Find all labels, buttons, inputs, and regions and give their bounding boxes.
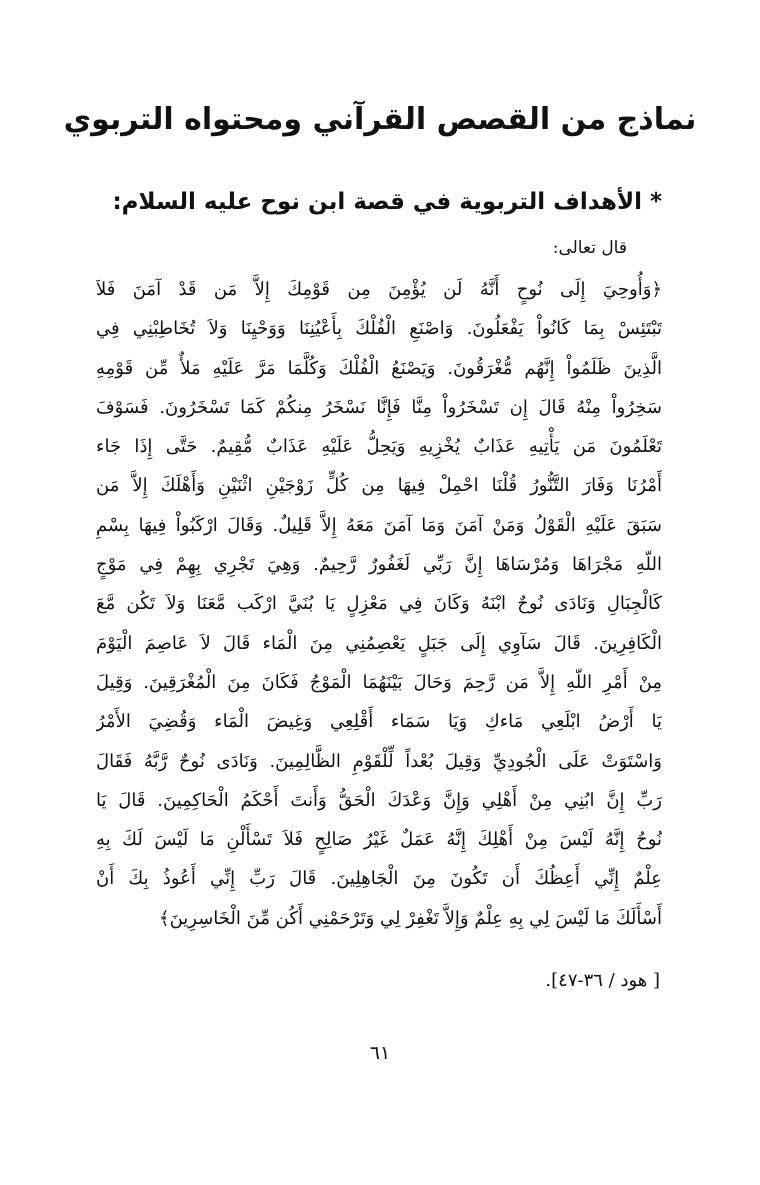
verse-line: سَخِرُواْ مِنْهُ قَالَ إِن تَسْخَرُواْ مِنَّا فَإِنَّا نَسْخَرُ مِنكُمْ كَمَا تَسْخَرُونَ. فَسَوْفَ <box>96 396 662 418</box>
surah-reference: [ هود / ٣٦-٤٧]. <box>545 970 660 991</box>
verse-line: رَبِّ إِنَّ ابُنِي مِنْ أَهْلِي وَإِنَّ وَعْدَكَ الْحَقُّ وَأَنتَ أَحْكَمُ الْحَاكِمِينَ. قَالَ يَا <box>96 789 662 811</box>
verse-line: أَمْرُنَا وَفَارَ التَّنُّورُ قُلْنَا احْمِلْ فِيهَا مِن كُلٍّ زَوْجَيْنِ اثْنَيْنِ وَأَهْلَكَ إِلاَّ مَن <box>96 475 662 497</box>
verse-line: عِلْمٌ إِنِّي أَعِظُكَ أَن تَكُونَ مِنَ الْجَاهِلِينَ. قَالَ رَبِّ إِنِّي أَعُوذُ بِكَ أَنْ <box>96 868 662 890</box>
verse-line: اللّهِ مَجْرَاهَا وَمُرْسَاهَا إِنَّ رَبِّي لَغَفُورٌ رَّحِيمٌ. وَهِيَ تَجْرِي بِهِمْ فِي مَوْجٍ <box>96 554 662 576</box>
section-heading: * الأهداف التربوية في قصة ابن نوح عليه السلام: <box>112 189 662 215</box>
page-number: ٦١ <box>369 1042 391 1064</box>
verse-line: كَالْجِبَالِ وَنَادَى نُوحٌ ابْنَهُ وَكَانَ فِي مَعْزِلٍ يَا بُنَيَّ ارْكَب مَّعَنَا وَلاَ تَكُن مَّعَ <box>96 593 662 615</box>
verse-line: يَا أَرْضُ ابْلَعِي مَاءكِ وَيَا سَمَاء أَقْلِعِي وَغِيضَ الْمَاء وَقُضِيَ الأَمْرُ <box>96 711 662 733</box>
verse-line: سَبَقَ عَلَيْهِ الْقَوْلُ وَمَنْ آمَنَ وَمَا آمَنَ مَعَهُ إِلاَّ قَلِيلٌ. وَقَالَ ارْكَبُواْ فِيهَا بِسْمِ <box>96 514 662 536</box>
verse-line: ﴿وَأُوحِيَ إِلَى نُوحٍ أَنَّهُ لَن يُؤْمِنَ مِن قَوْمِكَ إِلاَّ مَن قَدْ آمَنَ فَلاَ <box>96 279 662 300</box>
verse-line: نُوحُ إِنَّهُ لَيْسَ مِنْ أَهْلِكَ إِنَّهُ عَمَلٌ غَيْرُ صَالِحٍ فَلاَ تَسْأَلْنِ مَا لَيْسَ لَكَ بِهِ <box>96 829 662 851</box>
quran-verse-block <box>96 270 662 938</box>
verse-line: مِنْ أَمْرِ اللّهِ إِلاَّ مَن رَّحِمَ وَحَالَ بَيْنَهُمَا الْمَوْجُ فَكَانَ مِنَ الْمُغْرَقِينَ. وَقِيلَ <box>96 671 662 693</box>
verse-line: وَاسْتَوَتْ عَلَى الْجُودِيِّ وَقِيلَ بُعْداً لِّلْقَوْمِ الظَّالِمِينَ. وَنَادَى نُوحٌ رَّبَّهُ فَقَالَ <box>96 750 662 772</box>
verse-line: أَسْأَلَكَ مَا لَيْسَ لِي بِهِ عِلْمٌ وَإِلاَّ تَغْفِرْ لِي وَتَرْحَمْنِي أَكُن مِّنَ الْخَاسِرِينَ﴾ <box>159 907 662 929</box>
verse-line: تَعْلَمُونَ مَن يَأْتِيهِ عَذَابٌ يُخْزِيهِ وَيَحِلُّ عَلَيْهِ عَذَابٌ مُّقِيمٌ. حَتَّى إِذَا جَاء <box>96 436 662 458</box>
verse-line: الَّذِينَ ظَلَمُواْ إِنَّهُم مُّغْرَقُونَ. وَيَصْنَعُ الْفُلْكَ وَكُلَّمَا مَرَّ عَلَيْهِ مَلأٌ مِّن قَوْمِهِ <box>96 357 662 379</box>
chapter-title: نماذج من القصص القرآني ومحتواه التربوي <box>63 102 697 137</box>
verse-line: الْكَافِرِينَ. قَالَ سَآوِي إِلَى جَبَلٍ يَعْصِمُنِي مِنَ الْمَاء قَالَ لاَ عَاصِمَ الْيَوْمَ <box>96 632 662 654</box>
verse-intro: قال تعالى: <box>552 238 627 258</box>
verse-line: تَبْتَئِسْ بِمَا كَانُواْ يَفْعَلُونَ. وَاصْنَعِ الْفُلْكَ بِأَعْيُنِنَا وَوَحْيِنَا وَلاَ تُخَاطِبْنِي فِي <box>96 318 662 340</box>
